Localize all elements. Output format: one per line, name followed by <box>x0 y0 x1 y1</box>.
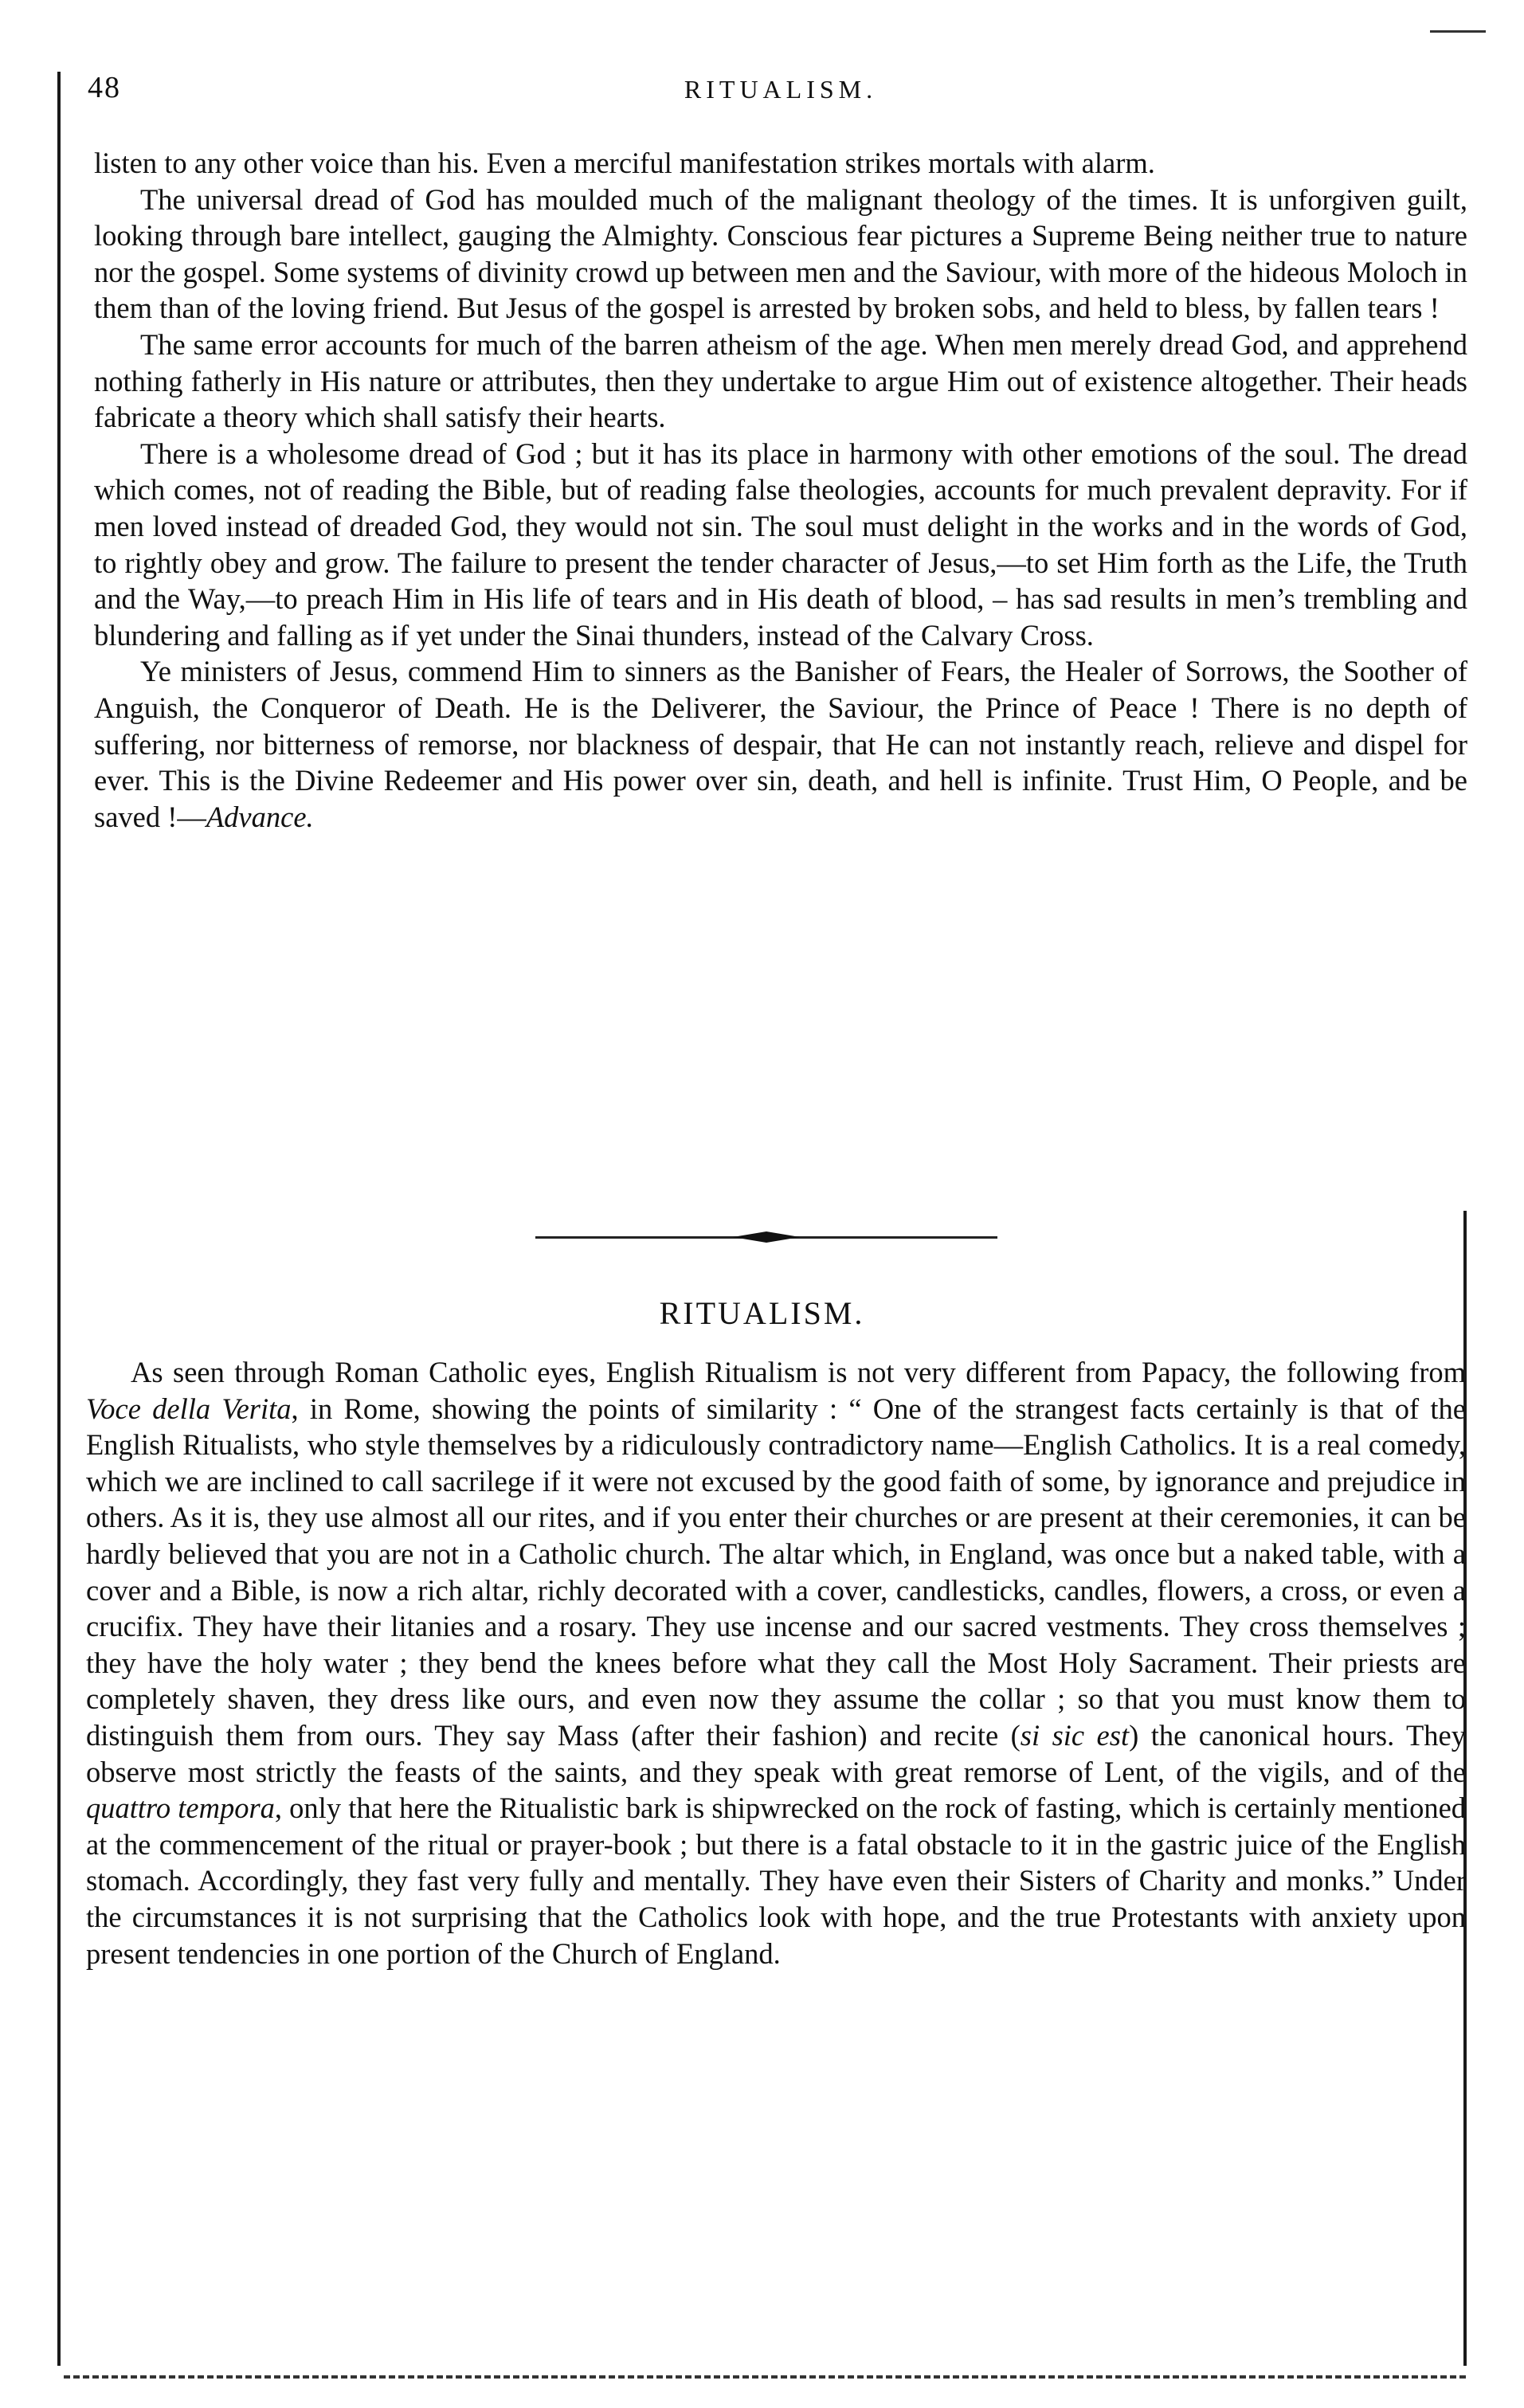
source-attribution: Advance. <box>206 800 314 833</box>
paragraph <box>94 653 1467 835</box>
page-number: 48 <box>88 71 121 104</box>
running-title: RITUALISM. <box>684 75 878 104</box>
italic-title: Voce della Verita <box>86 1392 292 1425</box>
running-head <box>80 70 1482 118</box>
paragraph: listen to any other voice than his. Even a merciful manifestation strikes mortals with alarm. <box>94 147 1155 179</box>
paragraph: There is a wholesome dread of God ; but it has its place in harmony with other emotions of the soul. The dread which comes, not of reading the Bible, but of reading false theologies, accounts for much prevalent depravity. For if men loved instead of dreaded God, they would not sin. The soul must delight in the works and in the words of God, to rightly obey and grow. The failure to present the tender character of Jesus,—to set Him forth as the Life, the Truth and the Way,—to preach Him in His life of tears and in His death of blood, – has sad results in men’s trembling and blundering and falling as if yet under the Sinai thunders, instead of the Calvary Cross. <box>94 437 1467 652</box>
edge-mark <box>1430 30 1486 33</box>
text-run: As seen through Roman Catholic eyes, English Ritualism is not very different from Papacy, the following from <box>131 1356 1466 1388</box>
article-body <box>86 1354 1466 1971</box>
paragraph: The same error accounts for much of the barren atheism of the age. When men merely dread God, and apprehend nothing fatherly in His nature or attributes, then they undertake to argue Him out of existence altogether. Their heads fabricate a theory which shall satisfy their hearts. <box>94 327 1467 434</box>
paragraph <box>86 1354 1466 1971</box>
text-run: , in Rome, showing the points of similarity : “ One of the strangest facts certainly is that of the English Ritualists, who style themselves by a ridiculously contradictory name—English Catholics. It is a real comedy, which we are inclined to call sacrilege if it were not excused by the good faith of some, by ignorance and prejudice in others. As it is, they use almost all our rites, and if you enter their churches or are present at their ceremonies, it can be hardly believed that you are not in a Catholic church. The altar which, in England, was once but a naked table, with a cover and a Bible, is now a rich altar, richly decorated with a cover, candlesticks, candles, flowers, a cross, or even a crucifix. They have their litanies and a rosary. They use incense and our sacred vestments. They cross themselves ; they have the holy water ; they bend the knees before what they call the Most Holy Sacrament. Their priests are completely shaven, they dress like ours, and even now they assume the collar ; so that you must know them to distinguish them from ours. They say Mass (after their fashion) and recite ( <box>86 1392 1467 1752</box>
bottom-rule <box>64 2375 1466 2379</box>
divider-ornament-icon <box>733 1231 800 1243</box>
paragraph: The universal dread of God has moulded much of the malignant theology of the times. It is unforgiven guilt, looking through bare intellect, gauging the Almighty. Conscious fear pictures a Supreme Being neither true to nature nor the gospel. Some systems of divinity crowd up between men and the Saviour, with more of the hideous Moloch in them than of the loving friend. But Jesus of the gospel is arrested by broken sobs, and held to bless, by fallen tears ! <box>94 182 1467 325</box>
paragraph-text: Ye ministers of Jesus, commend Him to sinners as the Banisher of Fears, the Healer of Sorrows, the Soother of Anguish, the Conqueror of Death. He is the Deliverer, the Saviour, the Prince of Peace ! There is no depth of suffering, nor bitterness of remorse, nor blackness of despair, that He can not instantly reach, relieve and dispel for ever. This is the Divine Redeemer and His power over sin, death, and hell is infinite. Trust Him, O People, and be saved !— <box>94 655 1467 833</box>
left-margin-rule <box>57 72 61 2366</box>
italic-phrase: quattro tempora <box>86 1791 275 1825</box>
text-run: , only that here the Ritualistic bark is shipwrecked on the rock of fasting, which is certainly mentioned at the commencement of the ritual or prayer-book ; but there is a fatal obstacle to it in the gastric juice of the English stomach. Accordingly, they fast very fully and mentally. They have even their Sisters of Charity and monks.” Under the circumstances it is not surprising that the Catholics look with hope, and the true Protestants with anxiety upon present tendencies in one portion of the Church of England. <box>86 1791 1467 1970</box>
previous-article-text <box>94 145 1467 835</box>
article-title: RITUALISM. <box>659 1295 865 1331</box>
italic-phrase: si sic est <box>1020 1718 1130 1752</box>
text-run: ) the canonical hours. They observe most strictly the feasts of the saints, and they speak with great remorse of Lent, of the vigils, and of the <box>86 1718 1466 1788</box>
section-divider <box>535 1231 997 1243</box>
